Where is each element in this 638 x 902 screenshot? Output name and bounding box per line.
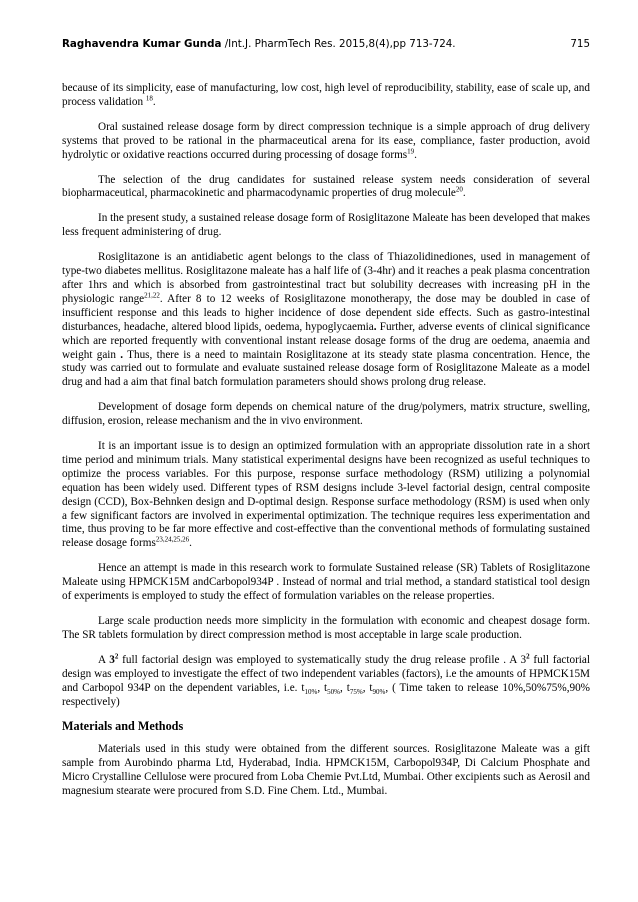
header-citation: /Int.J. PharmTech Res. 2015,8(4),pp 713-724. [221,38,456,50]
text-run: Hence an attempt is made in this research work to formulate Sustained release (SR) Tablets of Rosiglitazone Maleate using HPMCK15M andCarbopol934P . Instead of normal and trial method, a standard statistical tool design of experiments is employed to study the effect of formulation variables on the release properties. [62,562,590,603]
paragraph-9 [62,615,590,643]
text-run: , t [340,681,350,694]
text-run: Thus, there is a need to maintain Rosiglitazone at its steady state plasma concentration. Hence, the study was carried out to formulate and evaluate sustained release dosage form of Rosiglitazone Maleate as a model drug and had a aim that final batch formulation parameters should shows prolong drug release. [62,348,590,389]
text-run: Rosiglitazone is an antidiabetic agent belongs to the class of Thiazolidinediones, used in management of type-two diabetes mellitus. Rosiglitazone maleate has a half life of (3-4hr) and it reaches a peak plasma concentration after 1hrs and which is absorbed from gastrointestinal tract but solubility decreases with increasing pH in the physiologic range [62,251,590,305]
text-run: , t [362,681,373,694]
text-run: A [98,653,110,666]
bold-period: . [373,320,377,333]
text-run: It is an important issue is to design an optimized formulation with an appropriate dissolution rate in a short time period and minimum trials. Many statistical experimental designs have been recognized as useful techniques to optimize the process variables. For this purpose, response surface methodology (RSM) utilizing a polynomial equation has been widely used. Different types of RSM designs include 3-level factorial design, central composite design (CCD), Box-Behnken design and D-optimal design. Response surface methodology (RSM) is used when only a few significant factors are involved in experimental optimization. The technique requires less experimentation and time, thus proving to be far more effective and cost-effective than the conventional methods of formulating sustained release dosage forms [62,440,590,550]
paragraph-6 [62,401,590,429]
bold-number: 3 [109,653,115,666]
reference-marker: 18 [145,94,153,103]
text-run: In the present study, a sustained release dosage form of Rosiglitazone Maleate has been developed that makes less frequent administering of drug. [62,212,590,239]
text-run: Large scale production needs more simplicity in the formulation with economic and cheapest dosage form. The SR tablets formulation by direct compression method is most acceptable in large scale production. [62,615,590,641]
text-run: Oral sustained release dosage form by direct compression technique is a simple approach of drug delivery systems that proved to be rational in the pharmaceutical arena for its ease, compliance, faster production, avoid hydrolytic or oxidative reactions occurred during processing of dosage forms [62,120,590,161]
exponent: 2 [114,652,119,661]
paragraph-11 [62,743,590,799]
section-heading: Materials and Methods [62,719,184,734]
text-run: , ( Time taken to release 10%,50%75%,90% respectively) [62,681,590,708]
text-run: The selection of the drug candidates for sustained release system needs consideration of several biopharmaceutical, pharmacokinetic and pharmacodynamic properties of drug molecule [62,173,590,200]
reference-marker: 21,22 [144,291,160,300]
reference-marker: 20 [455,185,463,194]
text-run: . [414,148,417,161]
text-run: Further, adverse events of clinical significance which are reported frequently with conventional instant release dosage forms of the drug are oedema, anaemia and weight gain [62,320,590,361]
text-run: . After 8 to 12 weeks of Rosiglitazone monotherapy, the dose may be doubled in case of insufficient response and this leads to higher incidence of dose dependent side effects. Such as gastro-intestinal disturbances, headache, altered blood lipids, oedema, hypoglycaemia [62,292,590,333]
text-run: Materials used in this study were obtained from the different sources. Rosiglitazone Maleate was a gift sample from Aurobindo pharma Ltd, Hyderabad, India. HPMCK15M, Carbopol934P, Di Calcium Phosphate and Micro Crystalline Cellulose were procured from Loba Chemie Pvt.Ltd, Mumbai. Other excipients such as Aerosil and magnesium stearate were procured from S.D. Fine Chem. Ltd., Mumbai. [62,743,590,798]
running-header [62,38,590,54]
text-run: full factorial design was employed to investigate the effect of two independent variables (factors), i.e the amounts of HPMCK15M and Carbopol 934P on the dependent variables, i.e. t [62,653,590,694]
paragraph-1 [62,82,590,110]
subscript: 75% [349,687,363,696]
text-run: . [189,537,192,550]
text-run: . [462,187,466,200]
paragraph-10 [62,654,590,710]
paragraph-7 [62,440,590,551]
subscript: 90% [372,687,386,696]
text-run: full factorial design was employed to systematically study the drug release profile . A 3 [118,653,527,666]
paragraph-5 [62,251,590,390]
reference-marker: 19 [407,146,415,155]
subscript: 50% [327,687,341,696]
paragraph-4 [62,212,590,240]
text-run: , t [317,681,328,694]
reference-marker: 23,24,25,26 [155,535,190,544]
exponent: 2 [526,652,530,661]
text-run: . [152,95,156,108]
subscript: 10% [304,687,318,696]
body-text [62,82,590,810]
header-author: Raghavendra Kumar Gunda [62,38,222,50]
paragraph-2 [62,121,590,163]
bold-period: . [120,348,124,361]
text-run: because of its simplicity, ease of manufacturing, low cost, high level of reproducibility, stability, ease of scale up, and process validation [62,82,590,108]
paragraph-3 [62,174,590,202]
page-number: 715 [570,38,590,50]
text-run: Development of dosage form depends on chemical nature of the drug/polymers, matrix structure, swelling, diffusion, erosion, release mechanism and the in vivo environment. [62,401,590,428]
paragraph-8 [62,562,590,604]
